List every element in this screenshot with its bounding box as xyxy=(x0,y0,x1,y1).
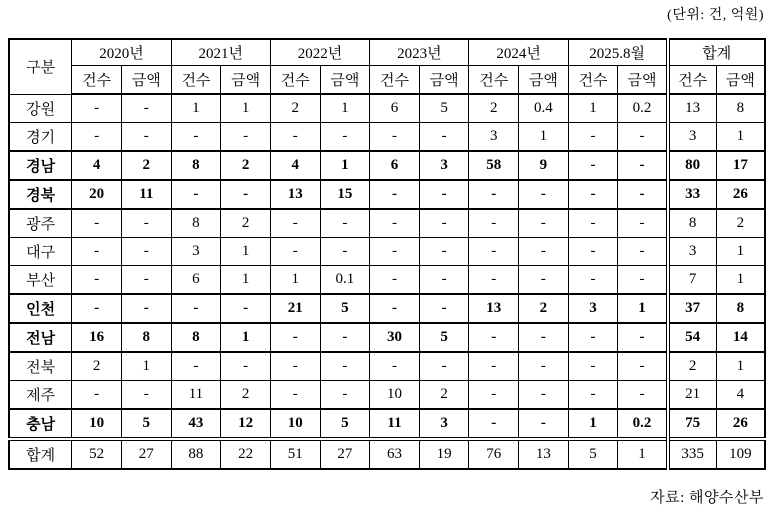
value-cell: - xyxy=(72,266,122,295)
value-cell: 21 xyxy=(270,294,320,323)
value-cell: - xyxy=(370,294,420,323)
value-cell: - xyxy=(121,123,171,152)
value-cell: 16 xyxy=(72,323,122,352)
corner-header-cell: 구분 xyxy=(9,39,72,94)
value-cell: - xyxy=(121,238,171,266)
value-cell: 22 xyxy=(221,439,271,469)
value-cell: - xyxy=(320,381,370,410)
value-cell: - xyxy=(121,209,171,238)
region-label-cell: 경남 xyxy=(9,151,72,180)
value-cell: 30 xyxy=(370,323,420,352)
value-cell: 6 xyxy=(370,151,420,180)
value-cell: 8 xyxy=(121,323,171,352)
value-cell: - xyxy=(419,352,469,381)
value-cell: - xyxy=(370,238,420,266)
value-cell: 26 xyxy=(716,180,765,209)
value-cell: 19 xyxy=(419,439,469,469)
value-cell: 1 xyxy=(568,94,618,123)
value-cell: - xyxy=(171,352,221,381)
value-cell: - xyxy=(121,381,171,410)
value-cell: 11 xyxy=(121,180,171,209)
value-cell: - xyxy=(221,352,271,381)
value-cell: 14 xyxy=(716,323,765,352)
value-cell: 2 xyxy=(469,94,519,123)
value-cell: 1 xyxy=(171,94,221,123)
table-row xyxy=(9,238,765,266)
value-cell: 1 xyxy=(618,439,668,469)
count-header-cell: 건수 xyxy=(469,66,519,95)
value-cell: 8 xyxy=(716,294,765,323)
count-header-cell: 건수 xyxy=(668,66,717,95)
value-cell: 9 xyxy=(519,151,569,180)
amount-header-cell: 금액 xyxy=(519,66,569,95)
value-cell: 1 xyxy=(320,94,370,123)
amount-header-cell: 금액 xyxy=(419,66,469,95)
value-cell: 54 xyxy=(668,323,717,352)
value-cell: 20 xyxy=(72,180,122,209)
region-label-cell: 충남 xyxy=(9,409,72,439)
year-header-cell: 2024년 xyxy=(469,39,568,66)
value-cell: - xyxy=(618,123,668,152)
region-label-cell: 경기 xyxy=(9,123,72,152)
value-cell: 335 xyxy=(668,439,717,469)
value-cell: - xyxy=(370,209,420,238)
value-cell: 1 xyxy=(221,266,271,295)
value-cell: 1 xyxy=(320,151,370,180)
value-cell: 0.2 xyxy=(618,409,668,439)
table-body xyxy=(9,94,765,469)
value-cell: 3 xyxy=(419,151,469,180)
total-row xyxy=(9,439,765,469)
year-header-cell: 합계 xyxy=(668,39,765,66)
value-cell: 1 xyxy=(221,323,271,352)
value-cell: 11 xyxy=(370,409,420,439)
count-header-cell: 건수 xyxy=(171,66,221,95)
total-row-label-cell: 합계 xyxy=(9,439,72,469)
value-cell: - xyxy=(419,123,469,152)
value-cell: - xyxy=(568,151,618,180)
value-cell: - xyxy=(121,94,171,123)
value-cell: 6 xyxy=(370,94,420,123)
header-row-sub xyxy=(9,66,765,95)
value-cell: 8 xyxy=(171,151,221,180)
value-cell: - xyxy=(419,180,469,209)
value-cell: 21 xyxy=(668,381,717,410)
value-cell: 33 xyxy=(668,180,717,209)
value-cell: - xyxy=(568,266,618,295)
value-cell: - xyxy=(618,180,668,209)
value-cell: 2 xyxy=(221,209,271,238)
value-cell: 27 xyxy=(320,439,370,469)
value-cell: 1 xyxy=(618,294,668,323)
value-cell: 1 xyxy=(221,238,271,266)
table-row xyxy=(9,266,765,295)
value-cell: 1 xyxy=(716,266,765,295)
value-cell: - xyxy=(618,238,668,266)
value-cell: - xyxy=(618,323,668,352)
table-row xyxy=(9,151,765,180)
value-cell: 0.4 xyxy=(519,94,569,123)
summary-table xyxy=(8,38,766,470)
value-cell: 63 xyxy=(370,439,420,469)
value-cell: - xyxy=(72,209,122,238)
value-cell: 10 xyxy=(270,409,320,439)
value-cell: 27 xyxy=(121,439,171,469)
value-cell: 26 xyxy=(716,409,765,439)
header-row-years xyxy=(9,39,765,66)
value-cell: 3 xyxy=(668,238,717,266)
value-cell: - xyxy=(72,238,122,266)
value-cell: - xyxy=(519,266,569,295)
value-cell: 13 xyxy=(469,294,519,323)
source-note: 자료: 해양수산부 xyxy=(650,490,764,506)
region-label-cell: 강원 xyxy=(9,94,72,123)
value-cell: - xyxy=(370,180,420,209)
region-label-cell: 부산 xyxy=(9,266,72,295)
value-cell: 5 xyxy=(419,94,469,123)
value-cell: - xyxy=(221,123,271,152)
value-cell: - xyxy=(270,123,320,152)
region-label-cell: 전남 xyxy=(9,323,72,352)
value-cell: - xyxy=(370,266,420,295)
value-cell: - xyxy=(568,123,618,152)
value-cell: 1 xyxy=(270,266,320,295)
value-cell: - xyxy=(221,180,271,209)
value-cell: 1 xyxy=(716,352,765,381)
table-row xyxy=(9,323,765,352)
value-cell: - xyxy=(171,294,221,323)
value-cell: - xyxy=(618,266,668,295)
value-cell: 3 xyxy=(568,294,618,323)
value-cell: 11 xyxy=(171,381,221,410)
value-cell: - xyxy=(419,238,469,266)
value-cell: - xyxy=(72,294,122,323)
value-cell: 5 xyxy=(320,409,370,439)
value-cell: 1 xyxy=(716,123,765,152)
region-label-cell: 광주 xyxy=(9,209,72,238)
amount-header-cell: 금액 xyxy=(716,66,765,95)
amount-header-cell: 금액 xyxy=(121,66,171,95)
value-cell: 2 xyxy=(221,381,271,410)
value-cell: - xyxy=(469,409,519,439)
table-row xyxy=(9,94,765,123)
value-cell: - xyxy=(519,381,569,410)
value-cell: - xyxy=(469,266,519,295)
value-cell: - xyxy=(419,266,469,295)
value-cell: - xyxy=(72,381,122,410)
value-cell: - xyxy=(568,180,618,209)
value-cell: - xyxy=(568,238,618,266)
value-cell: - xyxy=(121,294,171,323)
table-row xyxy=(9,294,765,323)
value-cell: 5 xyxy=(320,294,370,323)
value-cell: 3 xyxy=(668,123,717,152)
value-cell: - xyxy=(519,180,569,209)
value-cell: - xyxy=(568,381,618,410)
value-cell: 37 xyxy=(668,294,717,323)
value-cell: - xyxy=(568,323,618,352)
region-label-cell: 전북 xyxy=(9,352,72,381)
value-cell: 2 xyxy=(716,209,765,238)
table-row xyxy=(9,381,765,410)
value-cell: - xyxy=(618,151,668,180)
value-cell: 2 xyxy=(519,294,569,323)
table-row xyxy=(9,409,765,439)
value-cell: - xyxy=(320,352,370,381)
value-cell: - xyxy=(469,180,519,209)
table-row xyxy=(9,352,765,381)
value-cell: 3 xyxy=(419,409,469,439)
value-cell: 13 xyxy=(668,94,717,123)
value-cell: 7 xyxy=(668,266,717,295)
value-cell: 17 xyxy=(716,151,765,180)
value-cell: 58 xyxy=(469,151,519,180)
value-cell: - xyxy=(270,209,320,238)
value-cell: - xyxy=(320,123,370,152)
value-cell: 0.2 xyxy=(618,94,668,123)
value-cell: - xyxy=(270,323,320,352)
value-cell: - xyxy=(469,352,519,381)
value-cell: 4 xyxy=(270,151,320,180)
value-cell: - xyxy=(568,352,618,381)
value-cell: - xyxy=(370,352,420,381)
value-cell: 5 xyxy=(568,439,618,469)
value-cell: - xyxy=(469,238,519,266)
value-cell: 2 xyxy=(221,151,271,180)
count-header-cell: 건수 xyxy=(568,66,618,95)
value-cell: 1 xyxy=(221,94,271,123)
value-cell: 88 xyxy=(171,439,221,469)
value-cell: 2 xyxy=(419,381,469,410)
value-cell: - xyxy=(320,323,370,352)
value-cell: - xyxy=(519,323,569,352)
value-cell: - xyxy=(469,381,519,410)
value-cell: 1 xyxy=(568,409,618,439)
value-cell: - xyxy=(320,238,370,266)
year-header-cell: 2021년 xyxy=(171,39,270,66)
region-label-cell: 제주 xyxy=(9,381,72,410)
amount-header-cell: 금액 xyxy=(618,66,668,95)
value-cell: - xyxy=(469,323,519,352)
region-label-cell: 대구 xyxy=(9,238,72,266)
value-cell: - xyxy=(270,352,320,381)
table-row xyxy=(9,209,765,238)
table-row xyxy=(9,123,765,152)
value-cell: 4 xyxy=(72,151,122,180)
value-cell: - xyxy=(519,409,569,439)
value-cell: - xyxy=(171,180,221,209)
value-cell: 51 xyxy=(270,439,320,469)
value-cell: - xyxy=(519,352,569,381)
value-cell: - xyxy=(72,123,122,152)
table-header xyxy=(9,39,765,94)
value-cell: - xyxy=(320,209,370,238)
value-cell: - xyxy=(618,209,668,238)
count-header-cell: 건수 xyxy=(270,66,320,95)
value-cell: - xyxy=(270,381,320,410)
value-cell: 5 xyxy=(419,323,469,352)
value-cell: 10 xyxy=(370,381,420,410)
value-cell: 2 xyxy=(270,94,320,123)
value-cell: - xyxy=(72,94,122,123)
value-cell: - xyxy=(419,209,469,238)
value-cell: 2 xyxy=(668,352,717,381)
value-cell: 8 xyxy=(716,94,765,123)
table-row xyxy=(9,180,765,209)
region-label-cell: 인천 xyxy=(9,294,72,323)
year-header-cell: 2025.8월 xyxy=(568,39,667,66)
value-cell: 10 xyxy=(72,409,122,439)
amount-header-cell: 금액 xyxy=(320,66,370,95)
value-cell: 75 xyxy=(668,409,717,439)
value-cell: 6 xyxy=(171,266,221,295)
year-header-cell: 2022년 xyxy=(270,39,369,66)
value-cell: - xyxy=(618,352,668,381)
count-header-cell: 건수 xyxy=(370,66,420,95)
value-cell: - xyxy=(171,123,221,152)
value-cell: - xyxy=(270,238,320,266)
value-cell: 3 xyxy=(171,238,221,266)
value-cell: 1 xyxy=(121,352,171,381)
count-header-cell: 건수 xyxy=(72,66,122,95)
value-cell: 2 xyxy=(72,352,122,381)
year-header-cell: 2023년 xyxy=(370,39,469,66)
region-label-cell: 경북 xyxy=(9,180,72,209)
value-cell: - xyxy=(618,381,668,410)
value-cell: 15 xyxy=(320,180,370,209)
value-cell: 2 xyxy=(121,151,171,180)
value-cell: 76 xyxy=(469,439,519,469)
value-cell: - xyxy=(568,209,618,238)
value-cell: 8 xyxy=(171,323,221,352)
value-cell: - xyxy=(469,209,519,238)
value-cell: 13 xyxy=(270,180,320,209)
value-cell: 52 xyxy=(72,439,122,469)
value-cell: - xyxy=(121,266,171,295)
value-cell: 80 xyxy=(668,151,717,180)
value-cell: 13 xyxy=(519,439,569,469)
value-cell: - xyxy=(370,123,420,152)
value-cell: 8 xyxy=(668,209,717,238)
value-cell: - xyxy=(519,238,569,266)
value-cell: 4 xyxy=(716,381,765,410)
value-cell: 1 xyxy=(519,123,569,152)
value-cell: - xyxy=(419,294,469,323)
value-cell: 12 xyxy=(221,409,271,439)
value-cell: 8 xyxy=(171,209,221,238)
value-cell: 43 xyxy=(171,409,221,439)
value-cell: 5 xyxy=(121,409,171,439)
value-cell: 109 xyxy=(716,439,765,469)
value-cell: 3 xyxy=(469,123,519,152)
value-cell: 0.1 xyxy=(320,266,370,295)
value-cell: - xyxy=(519,209,569,238)
value-cell: 1 xyxy=(716,238,765,266)
year-header-cell: 2020년 xyxy=(72,39,171,66)
unit-note: (단위: 건, 억원) xyxy=(667,8,764,23)
amount-header-cell: 금액 xyxy=(221,66,271,95)
value-cell: - xyxy=(221,294,271,323)
